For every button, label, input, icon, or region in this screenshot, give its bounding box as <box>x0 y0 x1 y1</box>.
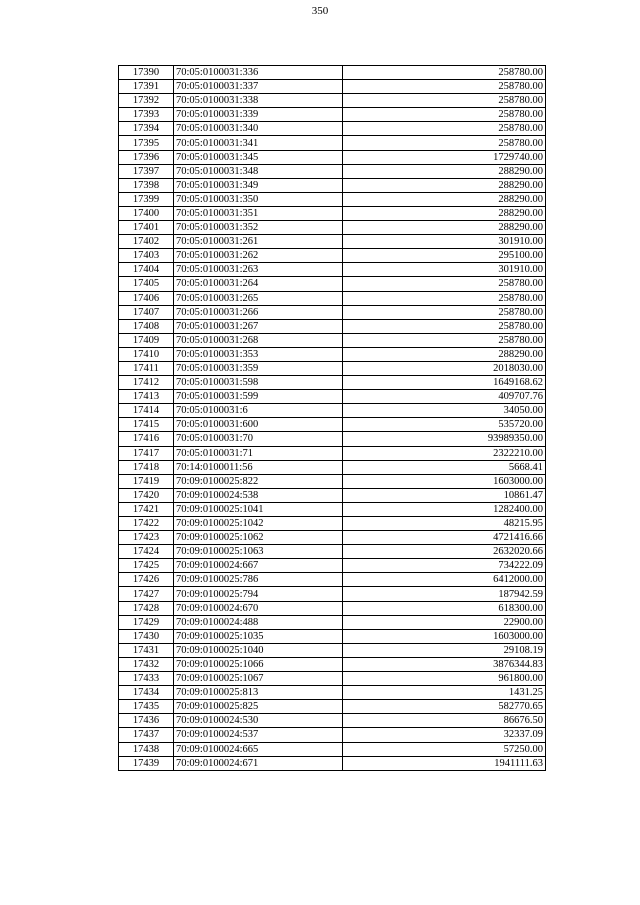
cadastral-value-cell: 258780.00 <box>343 305 546 319</box>
table-row <box>119 94 546 108</box>
cadastral-number-cell: 70:09:0100024:488 <box>174 615 343 629</box>
cadastral-number-cell: 70:09:0100025:1041 <box>174 502 343 516</box>
row-number-cell: 17420 <box>119 488 174 502</box>
cadastral-value-cell: 288290.00 <box>343 206 546 220</box>
cadastral-number-cell: 70:05:0100031:341 <box>174 136 343 150</box>
cadastral-number-cell: 70:05:0100031:261 <box>174 235 343 249</box>
cadastral-number-cell: 70:05:0100031:70 <box>174 432 343 446</box>
row-number-cell: 17436 <box>119 714 174 728</box>
cadastral-number-cell: 70:09:0100025:1042 <box>174 517 343 531</box>
row-number-cell: 17430 <box>119 629 174 643</box>
row-number-cell: 17418 <box>119 460 174 474</box>
cadastral-number-cell: 70:05:0100031:336 <box>174 66 343 80</box>
row-number-cell: 17399 <box>119 192 174 206</box>
cadastral-number-cell: 70:05:0100031:351 <box>174 206 343 220</box>
row-number-cell: 17390 <box>119 66 174 80</box>
table-row <box>119 587 546 601</box>
row-number-cell: 17424 <box>119 545 174 559</box>
cadastral-value-cell: 258780.00 <box>343 80 546 94</box>
table-row <box>119 629 546 643</box>
cadastral-value-cell: 1649168.62 <box>343 376 546 390</box>
table-row <box>119 390 546 404</box>
cadastral-value-table <box>118 65 546 771</box>
cadastral-number-cell: 70:09:0100025:1066 <box>174 657 343 671</box>
table-row <box>119 178 546 192</box>
table-row <box>119 432 546 446</box>
cadastral-value-cell: 258780.00 <box>343 319 546 333</box>
cadastral-number-cell: 70:05:0100031:262 <box>174 249 343 263</box>
cadastral-number-cell: 70:09:0100025:825 <box>174 700 343 714</box>
cadastral-value-cell: 288290.00 <box>343 164 546 178</box>
row-number-cell: 17391 <box>119 80 174 94</box>
cadastral-number-cell: 70:09:0100024:670 <box>174 601 343 615</box>
row-number-cell: 17438 <box>119 742 174 756</box>
row-number-cell: 17439 <box>119 756 174 770</box>
row-number-cell: 17394 <box>119 122 174 136</box>
cadastral-value-cell: 295100.00 <box>343 249 546 263</box>
table-row <box>119 418 546 432</box>
row-number-cell: 17422 <box>119 517 174 531</box>
cadastral-number-cell: 70:05:0100031:353 <box>174 347 343 361</box>
row-number-cell: 17413 <box>119 390 174 404</box>
table-row <box>119 446 546 460</box>
cadastral-number-cell: 70:05:0100031:352 <box>174 221 343 235</box>
row-number-cell: 17404 <box>119 263 174 277</box>
cadastral-number-cell: 70:09:0100025:1067 <box>174 672 343 686</box>
row-number-cell: 17414 <box>119 404 174 418</box>
table-row <box>119 502 546 516</box>
cadastral-value-cell: 6412000.00 <box>343 573 546 587</box>
row-number-cell: 17411 <box>119 361 174 375</box>
row-number-cell: 17433 <box>119 672 174 686</box>
row-number-cell: 17416 <box>119 432 174 446</box>
row-number-cell: 17410 <box>119 347 174 361</box>
cadastral-value-cell: 535720.00 <box>343 418 546 432</box>
table-row <box>119 686 546 700</box>
cadastral-number-cell: 70:09:0100025:1062 <box>174 531 343 545</box>
row-number-cell: 17405 <box>119 277 174 291</box>
cadastral-value-cell: 48215.95 <box>343 517 546 531</box>
cadastral-number-cell: 70:05:0100031:6 <box>174 404 343 418</box>
cadastral-number-cell: 70:05:0100031:600 <box>174 418 343 432</box>
table-row <box>119 728 546 742</box>
cadastral-value-cell: 34050.00 <box>343 404 546 418</box>
table-row <box>119 657 546 671</box>
cadastral-number-cell: 70:05:0100031:338 <box>174 94 343 108</box>
table-row <box>119 66 546 80</box>
cadastral-number-cell: 70:09:0100024:530 <box>174 714 343 728</box>
table-row <box>119 643 546 657</box>
cadastral-value-cell: 1603000.00 <box>343 629 546 643</box>
table-row <box>119 277 546 291</box>
cadastral-value-cell: 2632020.66 <box>343 545 546 559</box>
cadastral-number-cell: 70:05:0100031:266 <box>174 305 343 319</box>
cadastral-number-cell: 70:05:0100031:268 <box>174 333 343 347</box>
row-number-cell: 17396 <box>119 150 174 164</box>
cadastral-value-cell: 1941111.63 <box>343 756 546 770</box>
cadastral-number-cell: 70:05:0100031:337 <box>174 80 343 94</box>
table-row <box>119 206 546 220</box>
row-number-cell: 17425 <box>119 559 174 573</box>
cadastral-value-cell: 10861.47 <box>343 488 546 502</box>
row-number-cell: 17401 <box>119 221 174 235</box>
page-number: 350 <box>311 5 329 17</box>
cadastral-value-cell: 2018030.00 <box>343 361 546 375</box>
cadastral-value-cell: 258780.00 <box>343 291 546 305</box>
cadastral-number-cell: 70:05:0100031:267 <box>174 319 343 333</box>
row-number-cell: 17437 <box>119 728 174 742</box>
table-row <box>119 517 546 531</box>
row-number-cell: 17407 <box>119 305 174 319</box>
table-row <box>119 136 546 150</box>
cadastral-value-cell: 86676.50 <box>343 714 546 728</box>
table-row <box>119 122 546 136</box>
row-number-cell: 17435 <box>119 700 174 714</box>
cadastral-number-cell: 70:09:0100024:671 <box>174 756 343 770</box>
row-number-cell: 17400 <box>119 206 174 220</box>
table-row <box>119 291 546 305</box>
cadastral-value-cell: 258780.00 <box>343 122 546 136</box>
row-number-cell: 17392 <box>119 94 174 108</box>
row-number-cell: 17417 <box>119 446 174 460</box>
table-row <box>119 305 546 319</box>
row-number-cell: 17415 <box>119 418 174 432</box>
table-row <box>119 545 546 559</box>
cadastral-number-cell: 70:05:0100031:265 <box>174 291 343 305</box>
table-row <box>119 742 546 756</box>
cadastral-value-cell: 258780.00 <box>343 136 546 150</box>
cadastral-value-cell: 1282400.00 <box>343 502 546 516</box>
cadastral-number-cell: 70:05:0100031:349 <box>174 178 343 192</box>
cadastral-number-cell: 70:09:0100024:667 <box>174 559 343 573</box>
cadastral-number-cell: 70:09:0100024:538 <box>174 488 343 502</box>
cadastral-number-cell: 70:05:0100031:598 <box>174 376 343 390</box>
cadastral-value-cell: 1431.25 <box>343 686 546 700</box>
cadastral-number-cell: 70:09:0100025:1063 <box>174 545 343 559</box>
row-number-cell: 17397 <box>119 164 174 178</box>
table-row <box>119 361 546 375</box>
row-number-cell: 17409 <box>119 333 174 347</box>
row-number-cell: 17432 <box>119 657 174 671</box>
table-row <box>119 319 546 333</box>
cadastral-value-cell: 618300.00 <box>343 601 546 615</box>
table-row <box>119 601 546 615</box>
cadastral-value-cell: 93989350.00 <box>343 432 546 446</box>
table-row <box>119 531 546 545</box>
cadastral-number-cell: 70:09:0100024:537 <box>174 728 343 742</box>
cadastral-value-cell: 2322210.00 <box>343 446 546 460</box>
cadastral-number-cell: 70:05:0100031:359 <box>174 361 343 375</box>
table-row <box>119 404 546 418</box>
row-number-cell: 17408 <box>119 319 174 333</box>
cadastral-value-cell: 734222.09 <box>343 559 546 573</box>
cadastral-number-cell: 70:05:0100031:264 <box>174 277 343 291</box>
table-row <box>119 376 546 390</box>
table-row <box>119 756 546 770</box>
row-number-cell: 17431 <box>119 643 174 657</box>
cadastral-number-cell: 70:09:0100025:1040 <box>174 643 343 657</box>
cadastral-value-cell: 258780.00 <box>343 277 546 291</box>
cadastral-value-cell: 258780.00 <box>343 94 546 108</box>
cadastral-value-cell: 5668.41 <box>343 460 546 474</box>
cadastral-number-cell: 70:05:0100031:340 <box>174 122 343 136</box>
cadastral-number-cell: 70:09:0100025:786 <box>174 573 343 587</box>
cadastral-number-cell: 70:05:0100031:599 <box>174 390 343 404</box>
cadastral-value-cell: 258780.00 <box>343 108 546 122</box>
row-number-cell: 17412 <box>119 376 174 390</box>
cadastral-number-cell: 70:09:0100025:1035 <box>174 629 343 643</box>
row-number-cell: 17398 <box>119 178 174 192</box>
table-row <box>119 249 546 263</box>
table-row <box>119 559 546 573</box>
cadastral-value-cell: 32337.09 <box>343 728 546 742</box>
cadastral-number-cell: 70:09:0100025:813 <box>174 686 343 700</box>
table-row <box>119 108 546 122</box>
row-number-cell: 17421 <box>119 502 174 516</box>
cadastral-value-cell: 187942.59 <box>343 587 546 601</box>
table-row <box>119 333 546 347</box>
table-row <box>119 80 546 94</box>
cadastral-number-cell: 70:09:0100024:665 <box>174 742 343 756</box>
table-row <box>119 221 546 235</box>
cadastral-number-cell: 70:05:0100031:339 <box>174 108 343 122</box>
cadastral-value-cell: 961800.00 <box>343 672 546 686</box>
row-number-cell: 17427 <box>119 587 174 601</box>
table-row <box>119 488 546 502</box>
row-number-cell: 17429 <box>119 615 174 629</box>
cadastral-number-cell: 70:05:0100031:263 <box>174 263 343 277</box>
cadastral-value-cell: 3876344.83 <box>343 657 546 671</box>
table-row <box>119 347 546 361</box>
cadastral-value-cell: 288290.00 <box>343 178 546 192</box>
cadastral-number-cell: 70:05:0100031:348 <box>174 164 343 178</box>
cadastral-value-cell: 1729740.00 <box>343 150 546 164</box>
table-row <box>119 573 546 587</box>
cadastral-value-cell: 258780.00 <box>343 333 546 347</box>
cadastral-value-cell: 288290.00 <box>343 347 546 361</box>
cadastral-value-cell: 258780.00 <box>343 66 546 80</box>
cadastral-value-cell: 1603000.00 <box>343 474 546 488</box>
table-row <box>119 263 546 277</box>
table-row <box>119 474 546 488</box>
cadastral-value-cell: 22900.00 <box>343 615 546 629</box>
table-row <box>119 150 546 164</box>
table-row <box>119 235 546 249</box>
cadastral-value-cell: 57250.00 <box>343 742 546 756</box>
cadastral-value-cell: 4721416.66 <box>343 531 546 545</box>
table-row <box>119 192 546 206</box>
table-row <box>119 460 546 474</box>
row-number-cell: 17402 <box>119 235 174 249</box>
cadastral-number-cell: 70:05:0100031:350 <box>174 192 343 206</box>
table-row <box>119 164 546 178</box>
row-number-cell: 17423 <box>119 531 174 545</box>
table-row <box>119 672 546 686</box>
row-number-cell: 17395 <box>119 136 174 150</box>
cadastral-value-cell: 301910.00 <box>343 235 546 249</box>
row-number-cell: 17403 <box>119 249 174 263</box>
cadastral-number-cell: 70:05:0100031:71 <box>174 446 343 460</box>
cadastral-number-cell: 70:09:0100025:822 <box>174 474 343 488</box>
row-number-cell: 17419 <box>119 474 174 488</box>
table-body <box>119 66 546 771</box>
row-number-cell: 17434 <box>119 686 174 700</box>
cadastral-value-cell: 29108.19 <box>343 643 546 657</box>
cadastral-number-cell: 70:14:0100011:56 <box>174 460 343 474</box>
row-number-cell: 17426 <box>119 573 174 587</box>
table-row <box>119 714 546 728</box>
cadastral-value-cell: 582770.65 <box>343 700 546 714</box>
table-row <box>119 700 546 714</box>
row-number-cell: 17406 <box>119 291 174 305</box>
cadastral-value-cell: 301910.00 <box>343 263 546 277</box>
table-row <box>119 615 546 629</box>
cadastral-number-cell: 70:09:0100025:794 <box>174 587 343 601</box>
cadastral-value-cell: 288290.00 <box>343 221 546 235</box>
cadastral-number-cell: 70:05:0100031:345 <box>174 150 343 164</box>
cadastral-value-cell: 288290.00 <box>343 192 546 206</box>
cadastral-value-cell: 409707.76 <box>343 390 546 404</box>
row-number-cell: 17393 <box>119 108 174 122</box>
row-number-cell: 17428 <box>119 601 174 615</box>
